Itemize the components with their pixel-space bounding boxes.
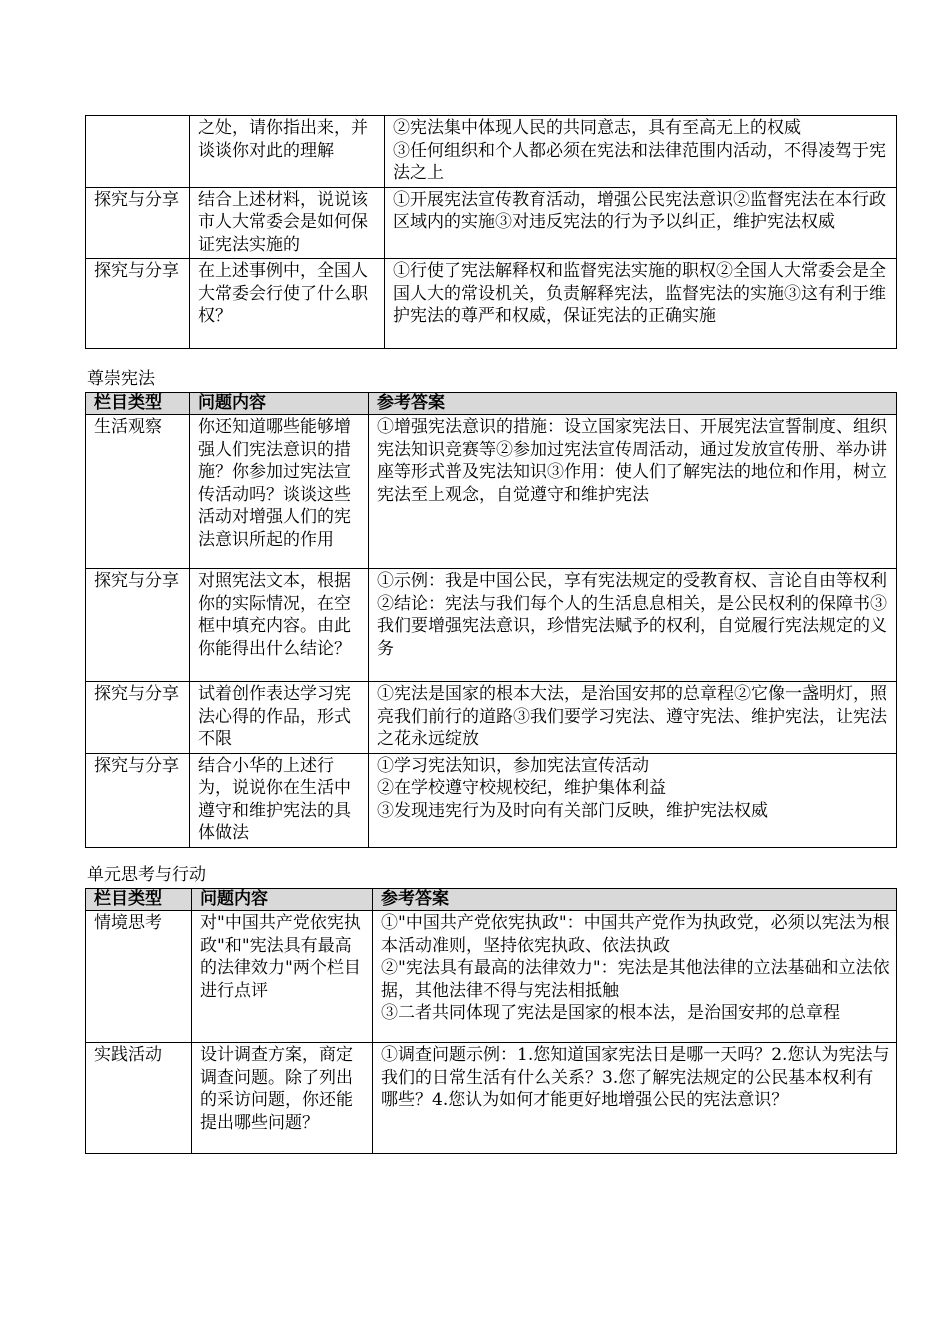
- answer-cell: [369, 682, 897, 754]
- section-title: 尊崇宪法: [87, 369, 155, 389]
- question-cell: 试着创作表达学习宪法心得的作品，形式不限: [190, 682, 369, 754]
- answer-cell: [385, 116, 897, 188]
- question-cell: 对"中国共产党依宪执政"和"宪法具有最高的法律效力"两个栏目进行点评: [192, 911, 373, 1043]
- answer-line: ①宪法是国家的根本大法，是治国安邦的总章程②它像一盏明灯，照亮我们前行的道路③我们要学习宪法、遵守宪法、维护宪法，让宪法之花永远绽放: [377, 684, 887, 749]
- answer-line: ①开展宪法宣传教育活动，增强公民宪法意识②监督宪法在本行政区域内的实施③对违反宪法的行为予以纠正，维护宪法权威: [393, 189, 886, 232]
- table-row: [86, 753, 897, 847]
- table-row: [86, 911, 897, 1043]
- table-header-row: [86, 889, 897, 911]
- table-row: [86, 682, 897, 754]
- answer-cell: [385, 259, 897, 349]
- header-answer: 参考答案: [369, 393, 897, 415]
- table-row: [86, 187, 897, 259]
- answer-line: ③任何组织和个人都必须在宪法和法律范围内活动，不得凌驾于宪法之上: [393, 140, 886, 183]
- answer-cell: [369, 569, 897, 682]
- answer-cell: [369, 753, 897, 847]
- type-cell: 实践活动: [86, 1043, 192, 1154]
- type-cell: 探究与分享: [86, 569, 190, 682]
- header-type: 栏目类型: [86, 393, 190, 415]
- type-cell: [86, 116, 190, 188]
- answer-line: ③发现违宪行为及时向有关部门反映，维护宪法权威: [377, 800, 768, 821]
- table-unit-reflection: [85, 888, 897, 1154]
- question-cell: 你还知道哪些能够增强人们宪法意识的措施？你参加过宪法宣传活动吗？谈谈这些活动对增强人们的宪法意识所起的作用: [190, 415, 369, 569]
- table-header-row: [86, 393, 897, 415]
- answer-line: ①调查问题示例：1.您知道国家宪法日是哪一天吗？2.您认为宪法与我们的日常生活有什么关系？3.您了解宪法规定的公民基本权利有哪些？4.您认为如何才能更好地增强公民的宪法意识？: [381, 1045, 890, 1110]
- header-question: 问题内容: [192, 889, 373, 911]
- answer-line: ②"宪法具有最高的法律效力"：宪法是其他法律的立法基础和立法依据，其他法律不得与宪法相抵触: [381, 958, 890, 1001]
- answer-cell: [373, 1043, 897, 1154]
- table-row: [86, 1043, 897, 1154]
- question-cell: 之处，请你指出来，并谈谈你对此的理解: [190, 116, 385, 188]
- question-cell: 结合小华的上述行为，说说你在生活中遵守和维护宪法的具体做法: [190, 753, 369, 847]
- table-respect-constitution: [85, 392, 897, 848]
- type-cell: 生活观察: [86, 415, 190, 569]
- type-cell: 情境思考: [86, 911, 192, 1043]
- answer-cell: [369, 415, 897, 569]
- answer-line: ①增强宪法意识的措施：设立国家宪法日、开展宪法宣誓制度、组织宪法知识竞赛等②参加过宪法宣传周活动，通过发放宣传册、举办讲座等形式普及宪法知识③作用：使人们了解宪法的地位和作用，树立宪法至上观念，自觉遵守和维护宪法: [377, 417, 887, 505]
- answer-line: ②在学校遵守校规校纪，维护集体利益: [377, 778, 666, 798]
- header-answer: 参考答案: [373, 889, 897, 911]
- answer-line: ①学习宪法知识，参加宪法宣传活动: [377, 755, 649, 776]
- answer-line: ①行使了宪法解释权和监督宪法实施的职权②全国人大常委会是全国人大的常设机关，负责解释宪法，监督宪法的实施③这有利于维护宪法的尊严和权威，保证宪法的正确实施: [393, 261, 886, 326]
- type-cell: 探究与分享: [86, 259, 190, 349]
- table-continued: [85, 115, 897, 349]
- answer-line: ③二者共同体现了宪法是国家的根本法，是治国安邦的总章程: [381, 1003, 840, 1023]
- answer-line: ②宪法集中体现人民的共同意志，具有至高无上的权威: [393, 118, 801, 138]
- answer-line: ①示例：我是中国公民，享有宪法规定的受教育权、言论自由等权利②结论：宪法与我们每个人的生活息息相关，是公民权利的保障书③我们要增强宪法意识，珍惜宪法赋予的权利，自觉履行宪法规定的义务: [377, 571, 887, 659]
- question-cell: 对照宪法文本，根据你的实际情况，在空框中填充内容。由此你能得出什么结论？: [190, 569, 369, 682]
- section-title: 单元思考与行动: [87, 865, 206, 885]
- type-cell: 探究与分享: [86, 187, 190, 259]
- type-cell: 探究与分享: [86, 753, 190, 847]
- table-row: [86, 569, 897, 682]
- question-cell: 结合上述材料，说说该市人大常委会是如何保证宪法实施的: [190, 187, 385, 259]
- header-question: 问题内容: [190, 393, 369, 415]
- answer-cell: [385, 187, 897, 259]
- question-cell: 在上述事例中，全国人大常委会行使了什么职权？: [190, 259, 385, 349]
- question-cell: 设计调查方案，商定调查问题。除了列出的采访问题，你还能提出哪些问题？: [192, 1043, 373, 1154]
- answer-line: ①"中国共产党依宪执政"：中国共产党作为执政党，必须以宪法为根本活动准则，坚持依宪执政、依法执政: [381, 913, 890, 956]
- header-type: 栏目类型: [86, 889, 192, 911]
- answer-cell: [373, 911, 897, 1043]
- type-cell: 探究与分享: [86, 682, 190, 754]
- table-row: [86, 415, 897, 569]
- table-row: [86, 259, 897, 349]
- table-row: [86, 116, 897, 188]
